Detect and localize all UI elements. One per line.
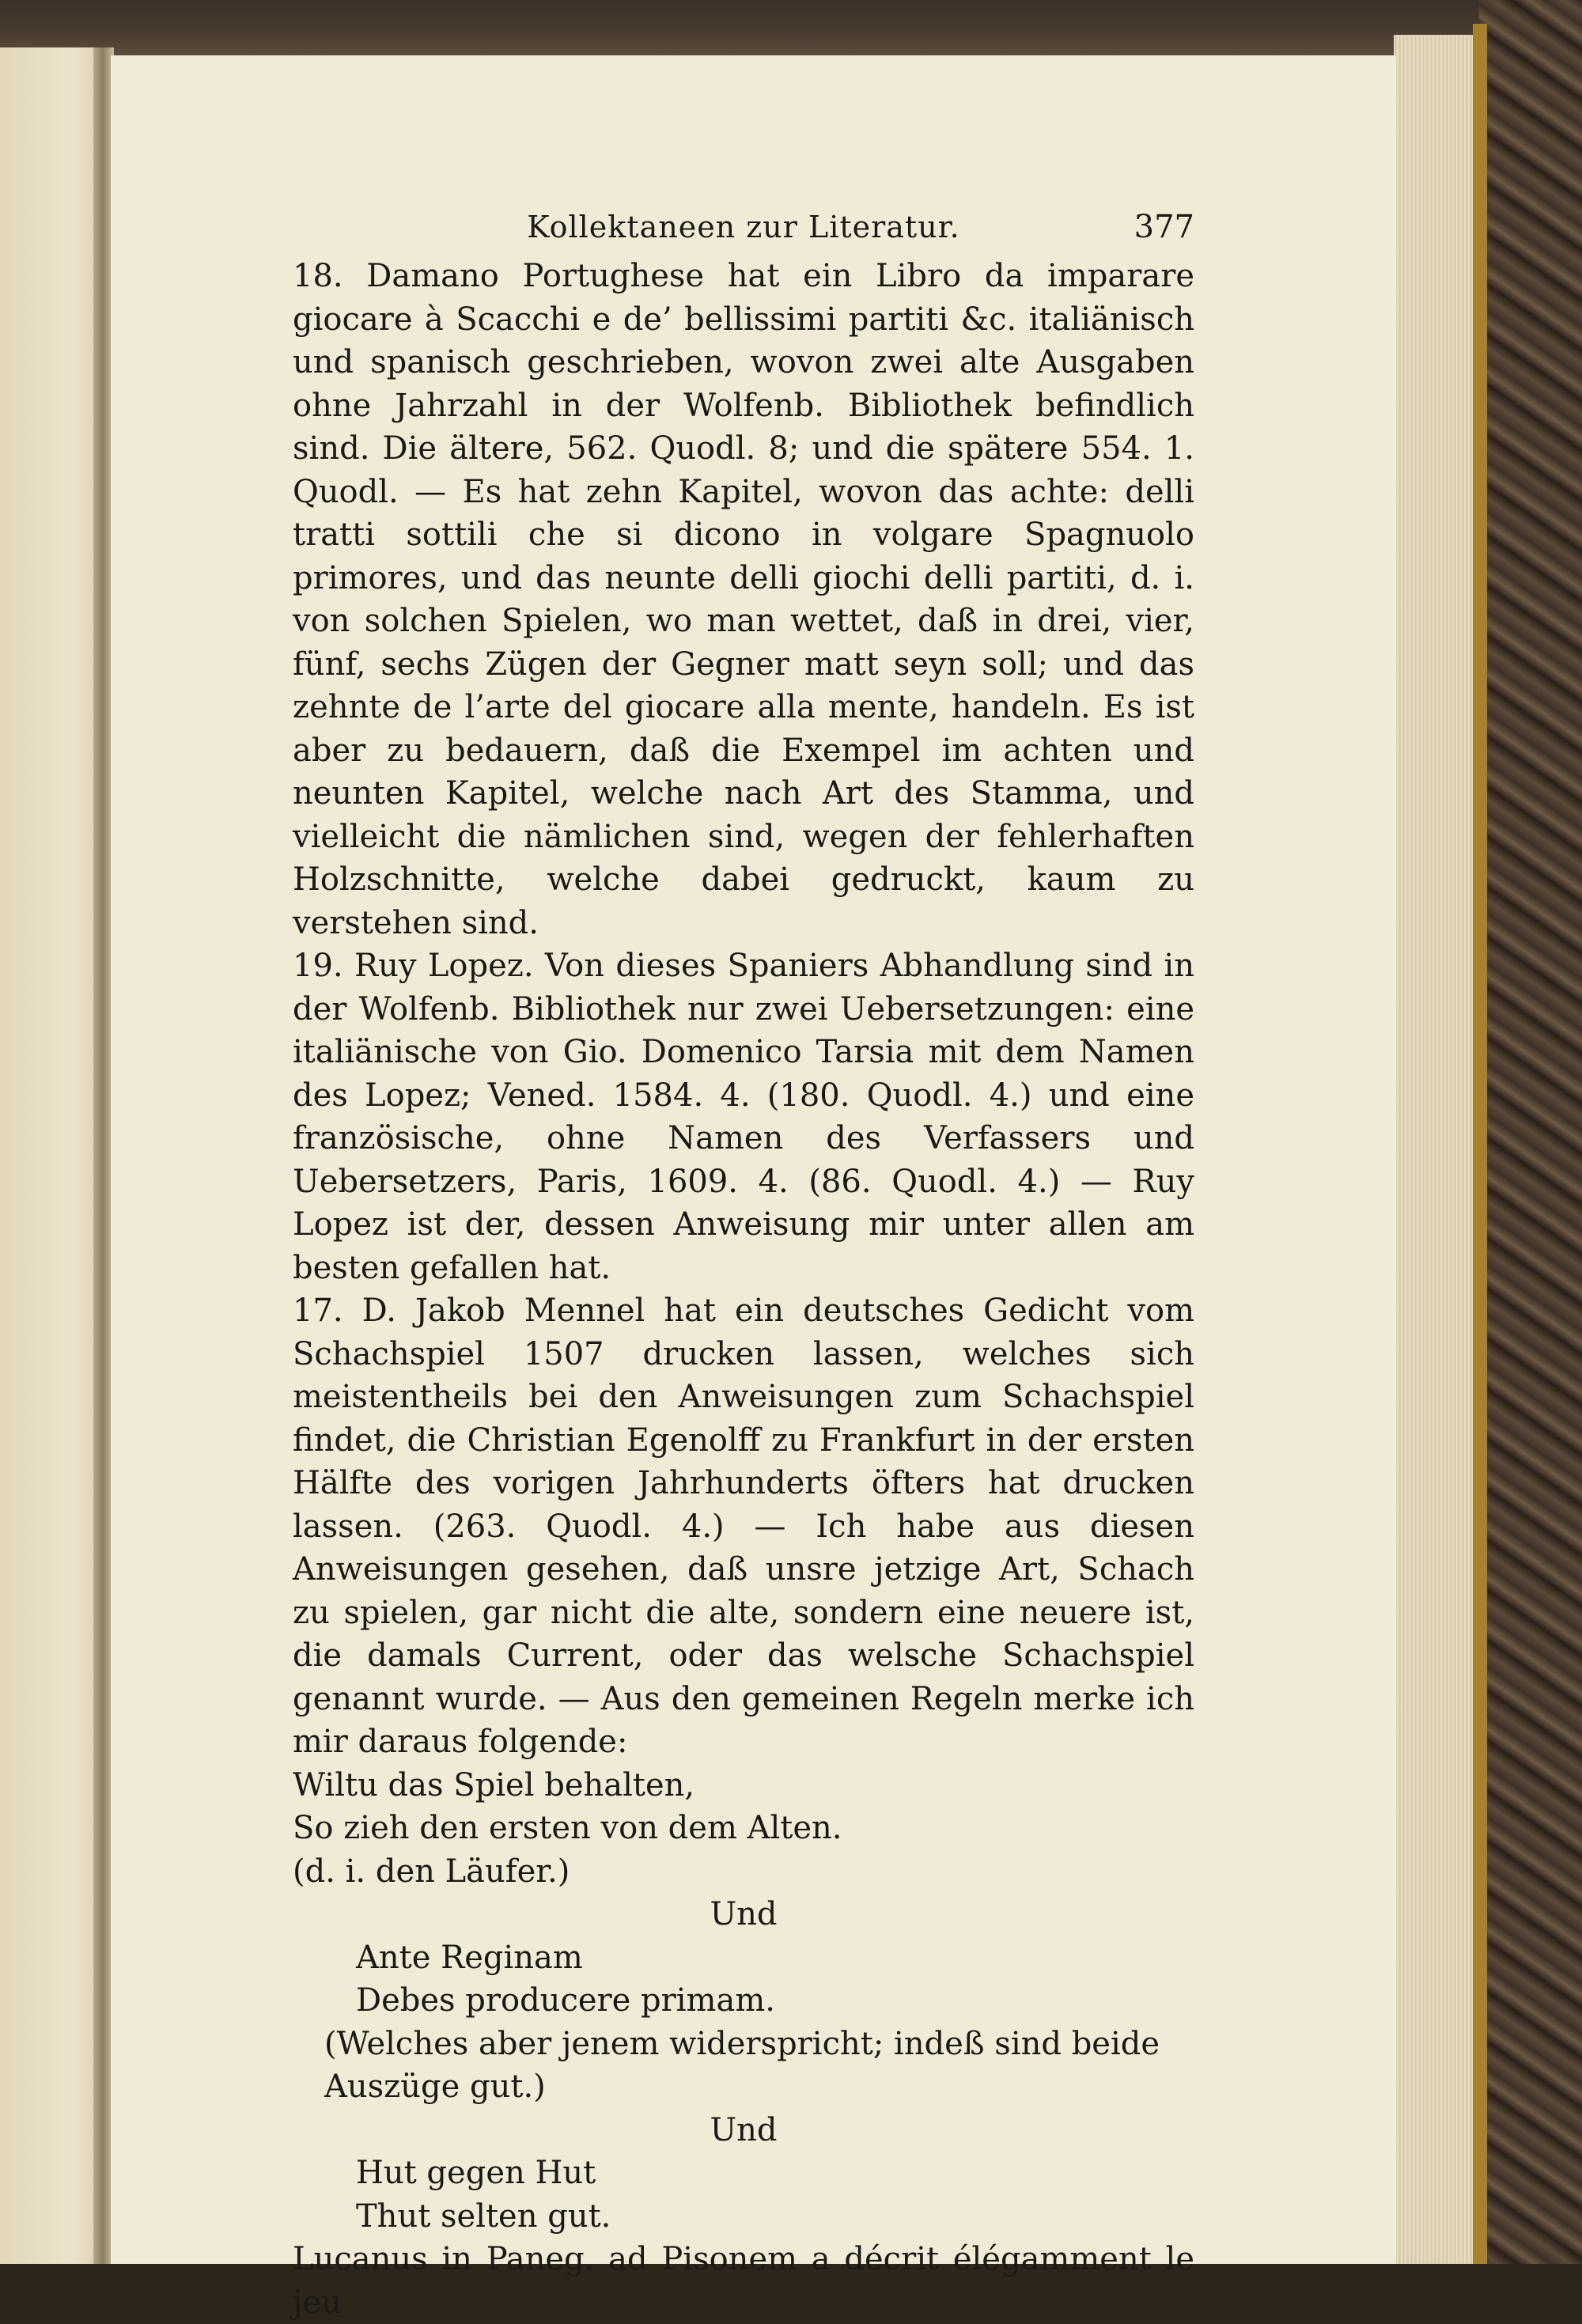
verse-line: Hut gegen Hut xyxy=(356,2155,596,2191)
page-block-edges xyxy=(1394,35,1481,2264)
verse-separator: Und xyxy=(710,1896,778,1932)
page-header xyxy=(293,206,1194,252)
last-line: Lucanus in Paneg. ad Pisonem a décrit élégamment le jeu xyxy=(293,2241,1194,2321)
verse-line: Thut selten gut. xyxy=(356,2197,611,2235)
latin-verse-line: Debes producere primam. xyxy=(356,1982,775,2019)
verse-line: So zieh den ersten von dem Alten. xyxy=(293,1810,842,1846)
book-cover-marbled xyxy=(1479,0,1582,2264)
running-title: Kollektaneen zur Literatur. xyxy=(527,210,960,244)
page-number: 377 xyxy=(1134,209,1194,245)
paragraph-19: 19. Ruy Lopez. Von dieses Spaniers Abhandlung sind in der Wolfenb. Bibliothek nur zwei Uebersetzungen: eine italiänische von Gio. Domenico Tarsia mit dem Namen des Lopez; Vened. 1584. 4. (180. Quodl. 4.) und eine französische, ohne Namen des Verfassers und Uebersetzers, Paris, 1609. 4. (86. Quodl. 4.) — Ruy Lopez ist der, dessen Anweisung mir unter allen am besten gefallen hat. xyxy=(293,948,1194,1286)
book-cover-top xyxy=(0,0,1582,55)
verse-line: Wiltu das Spiel behalten, xyxy=(293,1766,695,1804)
verse-comment: (Welches aber jenem widerspricht; indeß sind beide Auszüge gut.) xyxy=(324,2025,1160,2105)
gilt-edge xyxy=(1473,24,1487,2264)
latin-verse-line: Ante Reginam xyxy=(356,1939,583,1976)
left-page-edge xyxy=(0,47,104,2264)
page-text xyxy=(293,206,1194,2324)
paragraph-18: 18. Damano Portughese hat ein Libro da imparare giocare à Scacchi e de’ bellissimi partiti &c. italiänisch und spanisch geschrieben, wovon zwei alte Ausgaben ohne Jahrzahl in der Wolfenb. Bibliothek befindlich sind. Die ältere, 562. Quodl. 8; und die spätere 554. 1. Quodl. — Es hat zehn Kapitel, wovon das achte: delli tratti sottili che si dicono in volgare Spagnuolo primores, und das neunte delli giochi delli partiti, d. i. von solchen Spielen, wo man wettet, daß in drei, vier, fünf, sechs Zügen der Gegner matt seyn soll; und das zehnte de l’arte del giocare alla mente, handeln. Es ist aber zu bedauern, daß die Exempel im achten und neunten Kapitel, welche nach Art des Stamma, und vielleicht die nämlichen sind, wegen der fehlerhaften Holzschnitte, welche dabei gedruckt, kaum zu verstehen sind. xyxy=(293,258,1194,941)
verse-separator: Und xyxy=(710,2111,778,2148)
paragraph-17: 17. D. Jakob Mennel hat ein deutsches Gedicht vom Schachspiel 1507 drucken lassen, welches sich meistentheils bei den Anweisungen zum Schachspiel findet, die Christian Egenolff zu Frankfurt in der ersten Hälfte des vorigen Jahrhunderts öfters hat drucken lassen. (263. Quodl. 4.) — Ich habe aus diesen Anweisungen gesehen, daß unsre jetzige Art, Schach zu spielen, gar nicht die alte, sondern eine neuere ist, die damals Current, oder das welsche Schachspiel genannt wurde. — Aus den gemeinen Regeln merke ich mir daraus folgende: xyxy=(293,1293,1194,1760)
verse-gloss: (d. i. den Läufer.) xyxy=(293,1853,570,1890)
